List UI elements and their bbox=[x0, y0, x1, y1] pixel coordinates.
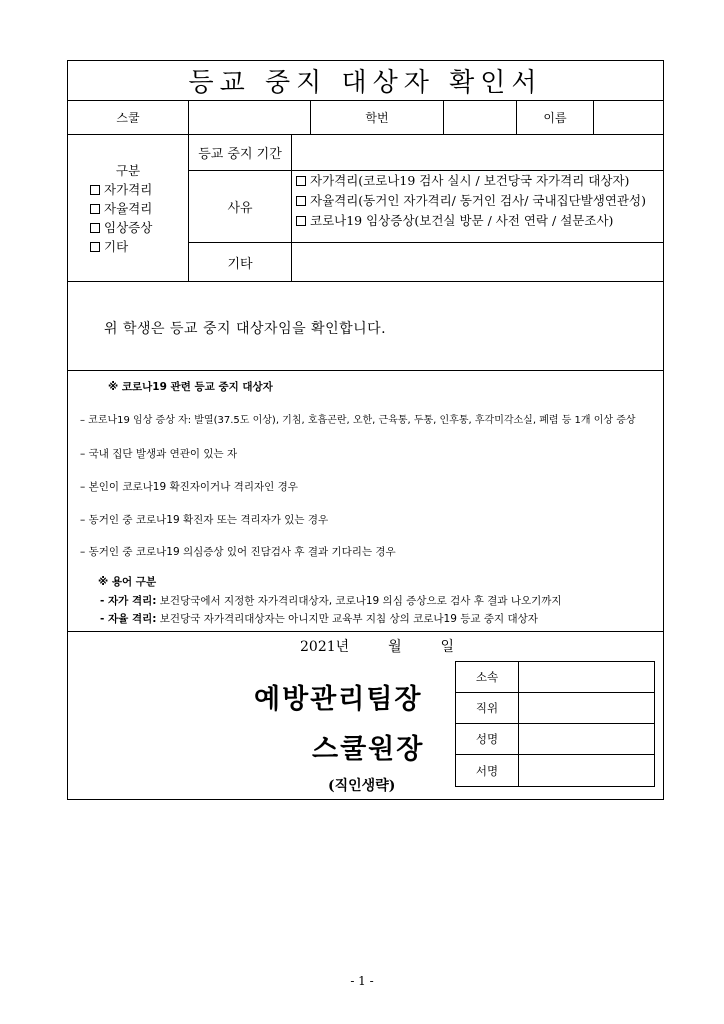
sign-row-name bbox=[456, 724, 654, 755]
checkbox-icon[interactable] bbox=[90, 223, 100, 233]
etc-value[interactable] bbox=[291, 243, 663, 281]
terms-heading: ※ 용어 구분 bbox=[98, 576, 157, 588]
reason-self-isolation[interactable]: 자가격리(코로나19 검사 실시 / 보건당국 자가격리 대상자) bbox=[296, 171, 629, 191]
term-self-isolation: - 자가 격리: 보건당국에서 지정한 자가격리대상자, 코로나19 의심 증상으로 검사 후 결과 나오기까지 bbox=[100, 595, 562, 607]
checkbox-icon[interactable] bbox=[90, 185, 100, 195]
school-label: 스쿨 bbox=[116, 111, 140, 125]
reason-voluntary-isolation[interactable]: 자율격리(동거인 자가격리/ 동거인 검사/ 국내집단발생연관성) bbox=[296, 191, 646, 211]
sign-row-position bbox=[456, 693, 654, 724]
affiliation-value[interactable] bbox=[519, 662, 654, 692]
reason-row bbox=[188, 171, 663, 243]
confirm-text: 위 학생은 등교 중지 대상자임을 확인합니다. bbox=[104, 321, 387, 337]
info-item: – 국내 집단 발생과 연관이 있는 자 bbox=[80, 448, 238, 460]
confirm-row bbox=[68, 282, 663, 371]
period-row bbox=[188, 135, 663, 171]
category-label: 구분 bbox=[115, 162, 141, 178]
school-value[interactable] bbox=[188, 101, 310, 134]
info-item: – 동거인 중 코로나19 확진자 또는 격리자가 있는 경우 bbox=[80, 514, 329, 526]
date-day: 일 bbox=[440, 639, 455, 655]
position-value[interactable] bbox=[519, 693, 654, 723]
date-line bbox=[300, 636, 454, 656]
period-label: 등교 중지 기간 bbox=[198, 147, 282, 162]
info-heading: ※ 코로나19 관련 등교 중지 대상자 bbox=[108, 381, 273, 393]
option-clinical-symptom[interactable]: 임상증상 bbox=[90, 218, 152, 237]
name-value[interactable] bbox=[593, 101, 663, 134]
checkbox-icon[interactable] bbox=[296, 176, 306, 186]
form-title: 등교 중지 대상자 확인서 bbox=[188, 68, 543, 98]
checkbox-icon[interactable] bbox=[90, 204, 100, 214]
affiliation-label: 소속 bbox=[456, 662, 519, 692]
category-options bbox=[90, 180, 152, 256]
option-voluntary-isolation[interactable]: 자율격리 bbox=[90, 199, 152, 218]
info-block bbox=[68, 371, 663, 632]
signer-prevention-manager: 예방관리팀장 bbox=[254, 684, 423, 715]
signer-name-label: 성명 bbox=[456, 724, 519, 754]
info-item: – 동거인 중 코로나19 의심증상 있어 진담검사 후 결과 기다리는 경우 bbox=[80, 546, 396, 558]
info-item: – 코로나19 임상 증상 자: 발열(37.5도 이상), 기침, 호흡곤란, 오한, 근육통, 두통, 인후통, 후각미각소실, 폐렴 등 1개 이상 증상 bbox=[80, 415, 636, 426]
term-voluntary-isolation: - 자율 격리: 보건당국 자가격리대상자는 아니지만 교육부 지침 상의 코로나19 등교 중지 대상자 bbox=[100, 613, 538, 625]
sign-table bbox=[455, 661, 655, 787]
checkbox-icon[interactable] bbox=[296, 196, 306, 206]
signature-label: 서명 bbox=[456, 755, 519, 786]
date-year: 2021년 bbox=[300, 639, 350, 655]
reason-options bbox=[291, 171, 663, 242]
etc-row bbox=[188, 243, 663, 281]
signature-value[interactable] bbox=[519, 755, 654, 786]
category-block bbox=[68, 135, 663, 282]
option-self-isolation[interactable]: 자가격리 bbox=[90, 180, 152, 199]
etc-label: 기타 bbox=[227, 256, 253, 272]
sign-row-affiliation bbox=[456, 662, 654, 693]
option-other[interactable]: 기타 bbox=[90, 237, 152, 256]
date-month: 월 bbox=[388, 639, 402, 655]
name-label: 이름 bbox=[516, 101, 593, 134]
checkbox-icon[interactable] bbox=[296, 216, 306, 226]
period-value[interactable] bbox=[291, 135, 663, 170]
page-number: - 1 - bbox=[350, 974, 374, 988]
reason-label: 사유 bbox=[227, 201, 253, 216]
title-row bbox=[68, 61, 663, 101]
seal-note: (직인생략) bbox=[328, 778, 396, 794]
sign-row-signature bbox=[456, 755, 654, 786]
student-id-value[interactable] bbox=[443, 101, 516, 134]
category-cell bbox=[68, 135, 188, 281]
checkbox-icon[interactable] bbox=[90, 242, 100, 252]
student-id-label: 학번 bbox=[310, 101, 443, 134]
position-label: 직위 bbox=[456, 693, 519, 723]
reason-clinical-symptom[interactable]: 코로나19 임상증상(보건실 방문 / 사전 연락 / 설문조사) bbox=[296, 211, 613, 231]
header-row bbox=[68, 101, 663, 135]
signer-name-value[interactable] bbox=[519, 724, 654, 754]
confirmation-form bbox=[67, 60, 664, 800]
signer-school-principal: 스쿨원장 bbox=[312, 734, 425, 765]
info-item: – 본인이 코로나19 확진자이거나 격리자인 경우 bbox=[80, 481, 298, 493]
